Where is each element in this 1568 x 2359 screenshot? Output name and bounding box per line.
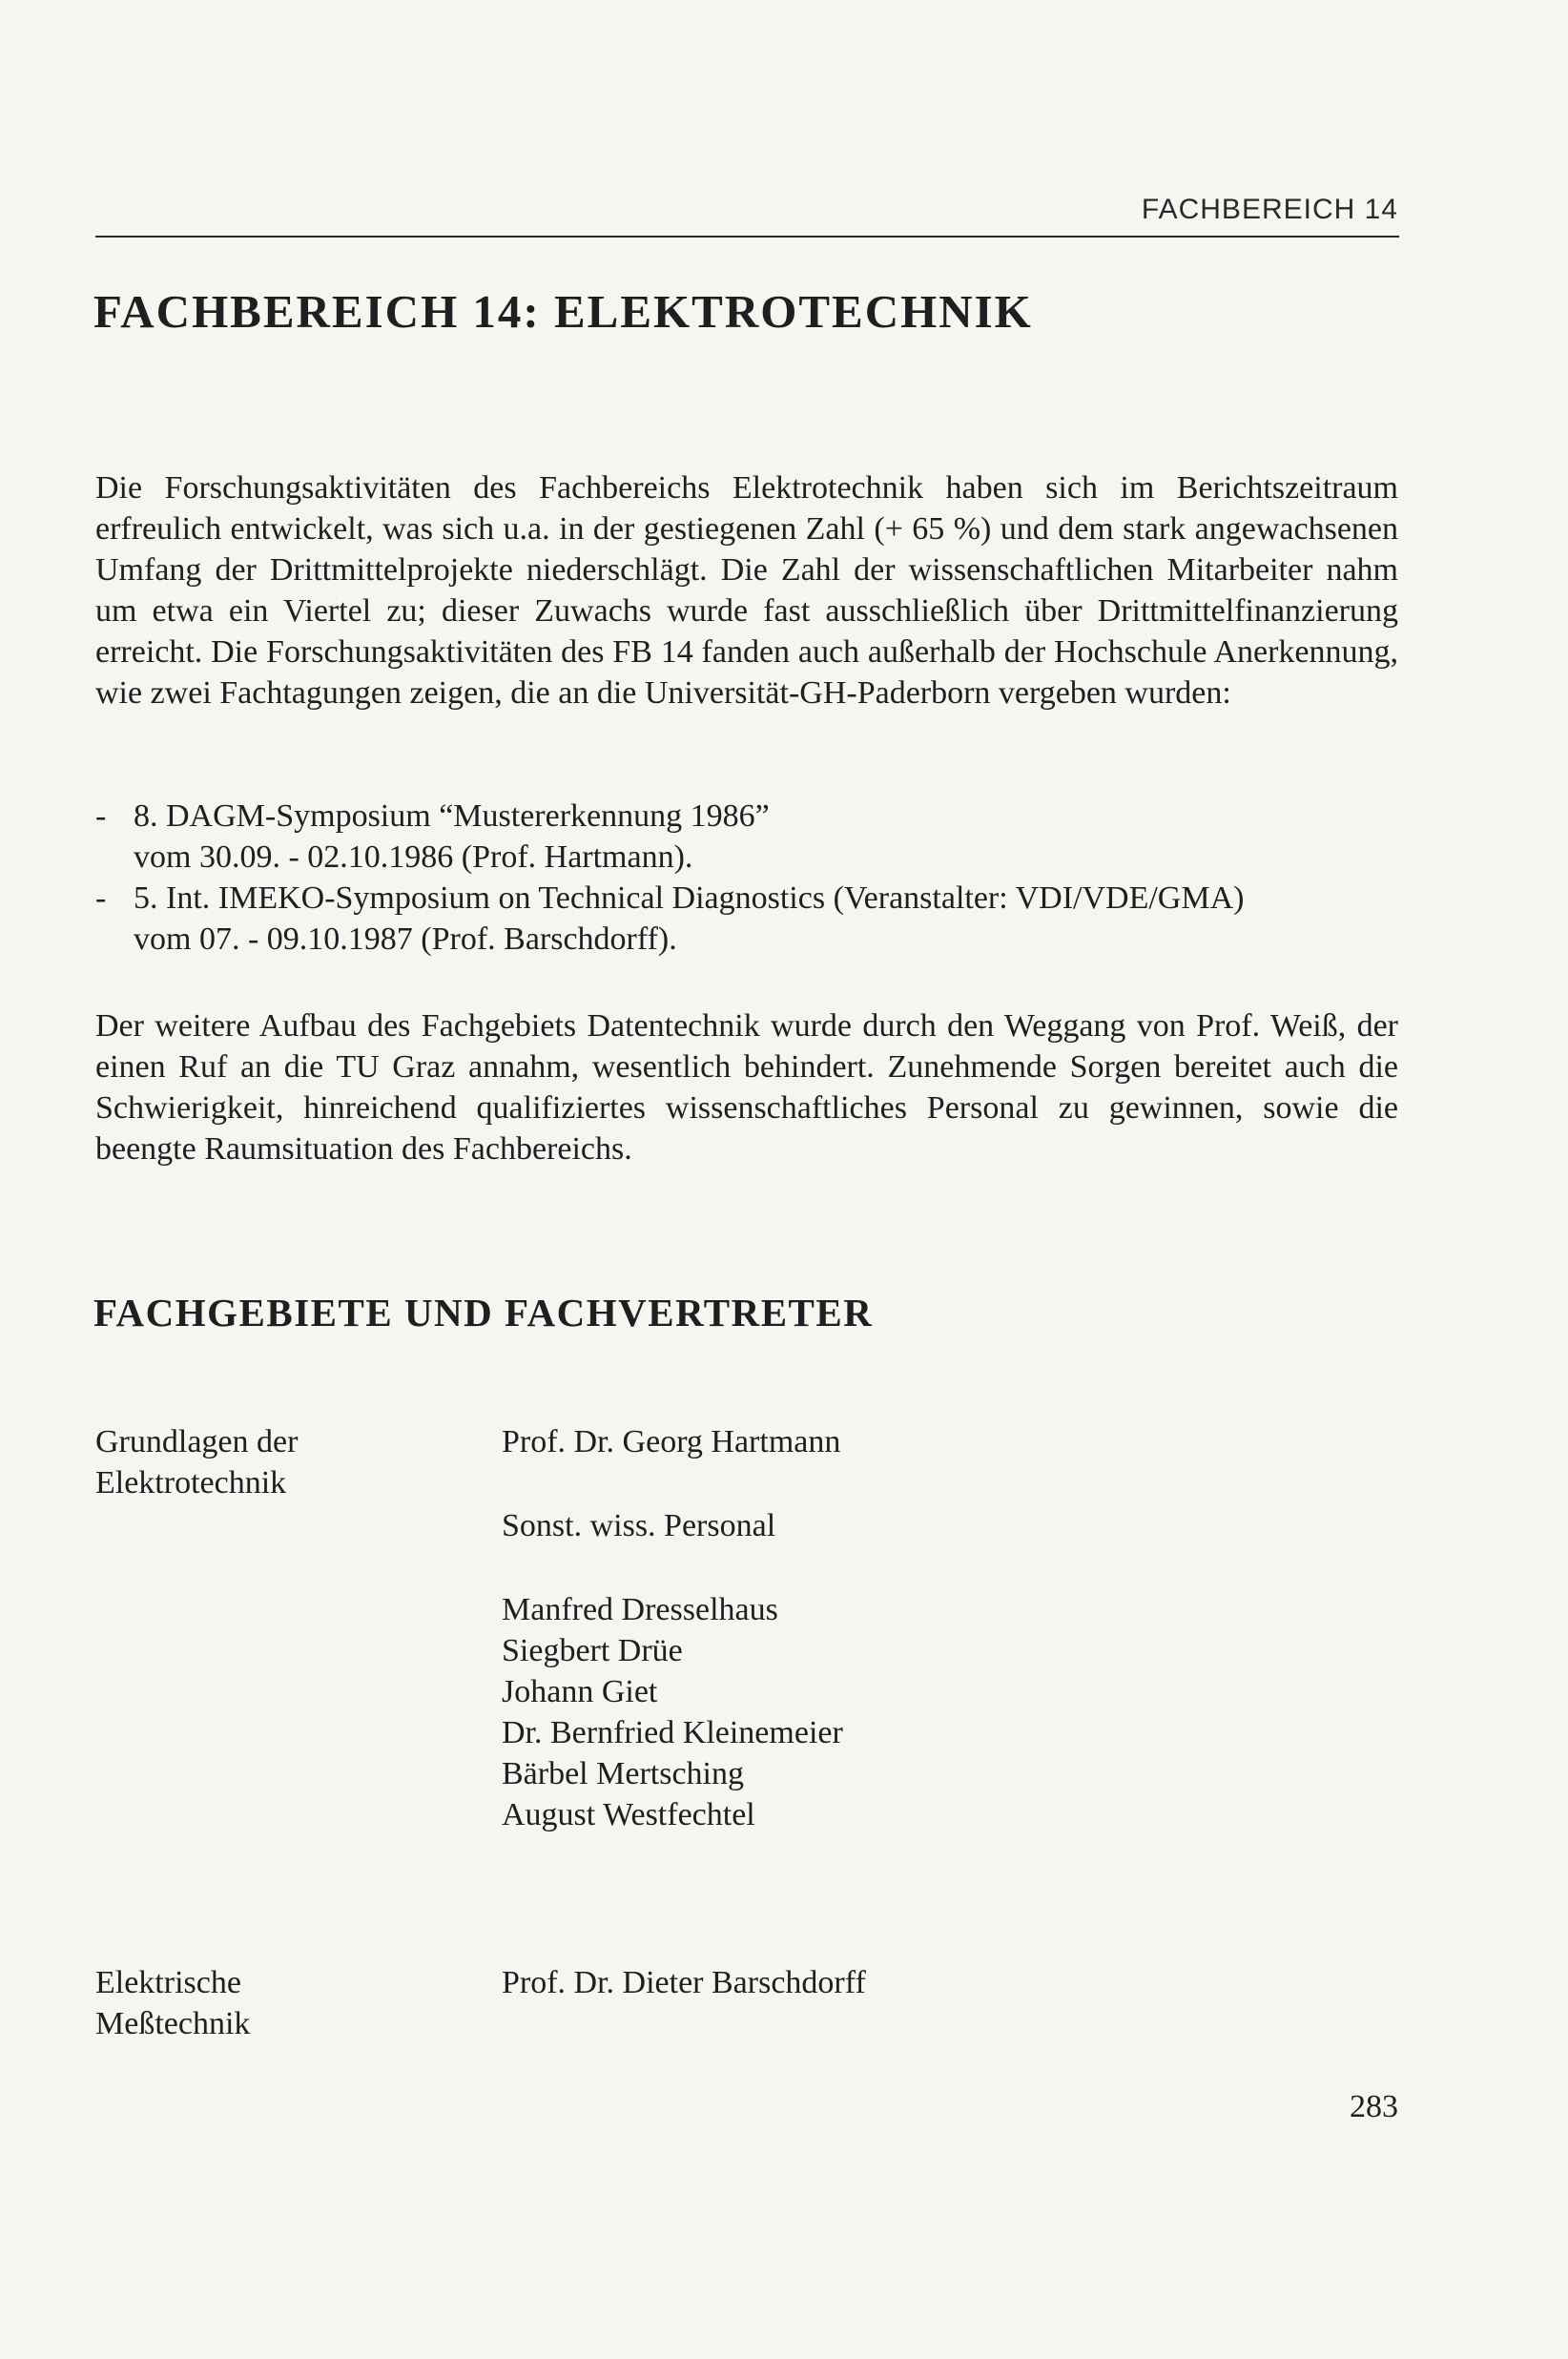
field-name xyxy=(95,1421,410,1503)
running-head: FACHBEREICH 14 xyxy=(1141,194,1398,225)
staff-member: Dr. Bernfried Kleinemeier xyxy=(502,1715,843,1750)
conference-item xyxy=(95,796,1398,878)
conference-title: 8. DAGM-Symposium “Mustererkennung 1986” xyxy=(134,798,770,834)
conference-item xyxy=(95,878,1398,960)
professor-name: Prof. Dr. Georg Hartmann xyxy=(502,1424,841,1459)
staff-label: Sonst. wiss. Personal xyxy=(502,1508,776,1543)
list-dash: - xyxy=(95,798,107,834)
staff-member: August Westfechtel xyxy=(502,1797,755,1832)
staff-member: Johann Giet xyxy=(502,1674,658,1709)
conference-date: vom 30.09. - 02.10.1986 (Prof. Hartmann). xyxy=(134,839,693,875)
conference-date: vom 07. - 09.10.1987 (Prof. Barschdorff). xyxy=(134,921,677,957)
staff-member: Manfred Dresselhaus xyxy=(502,1592,778,1627)
header-rule xyxy=(95,236,1399,238)
staff-member: Bärbel Mertsching xyxy=(502,1756,744,1791)
conference-list xyxy=(95,796,1398,960)
list-dash: - xyxy=(95,880,107,916)
field-name xyxy=(95,1962,410,2044)
field-name-line: Elektrotechnik xyxy=(95,1465,287,1500)
staff-member: Siegbert Drüe xyxy=(502,1633,683,1668)
professor-name: Prof. Dr. Dieter Barschdorff xyxy=(502,1965,866,2000)
chapter-title: FACHBEREICH 14: ELEKTROTECHNIK xyxy=(93,285,1033,338)
section-title: FACHGEBIETE UND FACHVERTRETER xyxy=(93,1291,874,1335)
page-number: 283 xyxy=(1350,2089,1398,2124)
field-name-line: Meßtechnik xyxy=(95,2006,251,2041)
staff-list xyxy=(502,1589,1360,1835)
conference-title: 5. Int. IMEKO-Symposium on Technical Diagnostics (Veranstalter: VDI/VDE/GMA) xyxy=(134,880,1245,916)
second-paragraph: Der weitere Aufbau des Fachgebiets Datentechnik wurde durch den Weggang von Prof. Weiß, der einen Ruf an die TU Graz annahm, wesentlich behindert. Zunehmende Sorgen bereitet auch die Schwierigkeit, hinreichend qualifiziertes wissenschaftliches Personal zu gewinnen, sowie die beengte Raumsituation des Fachbereichs. xyxy=(95,1008,1398,1167)
field-name-line: Grundlagen der xyxy=(95,1424,299,1459)
field-name-line: Elektrische xyxy=(95,1965,241,2000)
intro-paragraph: Die Forschungsaktivitäten des Fachbereichs Elektrotechnik haben sich im Berichtszeitraum erfreulich entwickelt, was sich u.a. in der gestiegenen Zahl (+ 65 %) und dem stark angewachsenen Umfang der Drittmittelprojekte niederschlägt. Die Zahl der wissenschaftlichen Mitarbeiter nahm um etwa ein Viertel zu; dieser Zuwachs wurde fast ausschließlich über Drittmittelfinanzierung erreicht. Die Forschungsaktivitäten des FB 14 fanden auch außerhalb der Hochschule Anerkennung, wie zwei Fachtagungen zeigen, die an die Universität-GH-Paderborn vergeben wurden: xyxy=(95,470,1398,711)
